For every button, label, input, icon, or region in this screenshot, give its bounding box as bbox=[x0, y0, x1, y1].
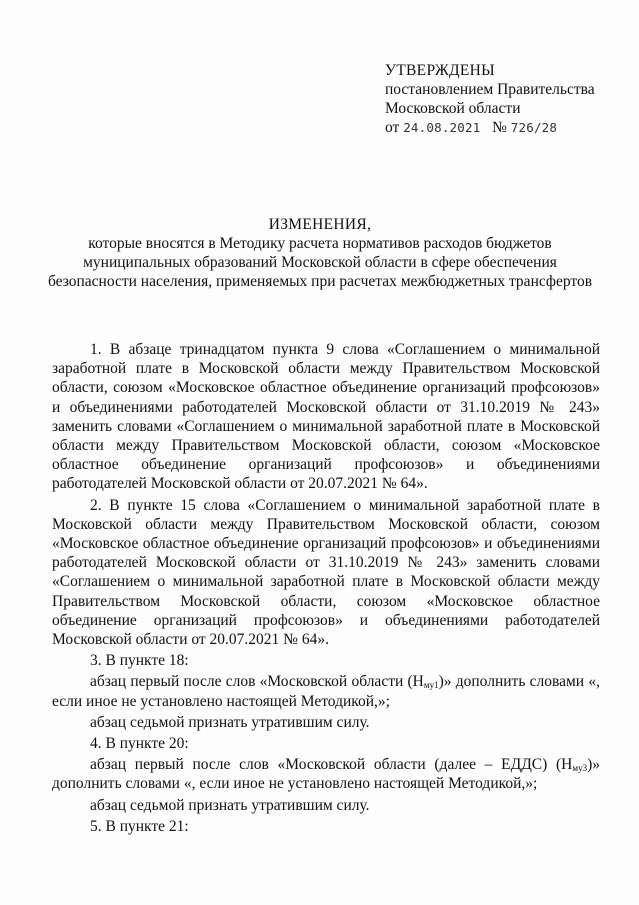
document-title: ИЗМЕНЕНИЯ, bbox=[268, 216, 372, 233]
paragraph-4: 4. В пункте 20: bbox=[90, 735, 189, 753]
paragraph-3a bbox=[52, 672, 600, 710]
approval-number: 726/28 bbox=[510, 120, 558, 135]
paragraph-3a-text: абзац первый после слов «Московской области (Н bbox=[90, 673, 424, 691]
title-line-3: безопасности населения, применяемых при расчетах межбюджетных трансфертов bbox=[47, 273, 593, 290]
paragraph-4a-text: абзац первый после слов «Московской области (далее – ЕДДС) (Н bbox=[90, 756, 573, 774]
paragraph-3a-text-end: )» дополнить словами «, если иное не установлено настоящей Методикой,»; bbox=[52, 673, 600, 710]
approval-line-2: Московской области bbox=[385, 100, 521, 117]
paragraph-5: 5. В пункте 21: bbox=[90, 817, 189, 835]
paragraph-3: 3. В пункте 18: bbox=[90, 652, 189, 670]
paragraph-4a-text-end: )» дополнить словами «, если иное не установлено настоящей Методикой,»; bbox=[52, 756, 600, 793]
title-line-1: которые вносятся в Методику расчета нормативов расходов бюджетов bbox=[88, 235, 552, 252]
approval-block bbox=[385, 61, 625, 137]
title-line-2: муниципальных образований Московской области в сфере обеспечения bbox=[83, 254, 557, 271]
paragraph-1: 1. В абзаце тринадцатом пункта 9 слова «Соглашением о минимальной заработной плате в Московской области между Правительством Московской области, союзом «Московское областное объединение организаций профсоюзов» и объединениями работодателей Московской области от 31.10.2019 № 243» заменить словами «Соглашением о минимальной заработной плате в Московской области между Правительством Московской области, союзом «Московское областное объединение организаций профсоюзов» и объединениями работодателей Московской области от 20.07.2021 № 64». bbox=[52, 341, 600, 493]
paragraph-3b: абзац седьмой признать утратившим силу. bbox=[90, 713, 370, 731]
approval-line-1: постановлением Правительства bbox=[385, 81, 595, 98]
date-prefix: от bbox=[385, 119, 400, 136]
paragraph-4b: абзац седьмой признать утратившим силу. bbox=[90, 796, 370, 814]
paragraph-2: 2. В пункте 15 слова «Соглашением о минимальной заработной плате в Московской области между Правительством Московской области, союзом «Московское областное объединение организаций профсоюзов» и объединениями работодателей Московской области от 31.10.2019 № 243» заменить словами «Соглашением о минимальной заработной плате в Московской области между Правительством Московской области, союзом «Московское областное объединение организаций профсоюзов» и объединениями работодателей Московской области от 20.07.2021 № 64». bbox=[52, 496, 600, 649]
subscript-mu3: му3 bbox=[572, 763, 588, 774]
approval-heading: УТВЕРЖДЕНЫ bbox=[385, 62, 495, 79]
title-block bbox=[40, 215, 600, 291]
approval-date: 24.08.2021 bbox=[403, 120, 481, 135]
document-body bbox=[52, 340, 600, 836]
paragraph-4a bbox=[52, 755, 600, 793]
approval-date-line bbox=[385, 118, 625, 137]
subscript-mu1: му1 bbox=[423, 680, 439, 691]
number-prefix: № bbox=[492, 119, 507, 136]
